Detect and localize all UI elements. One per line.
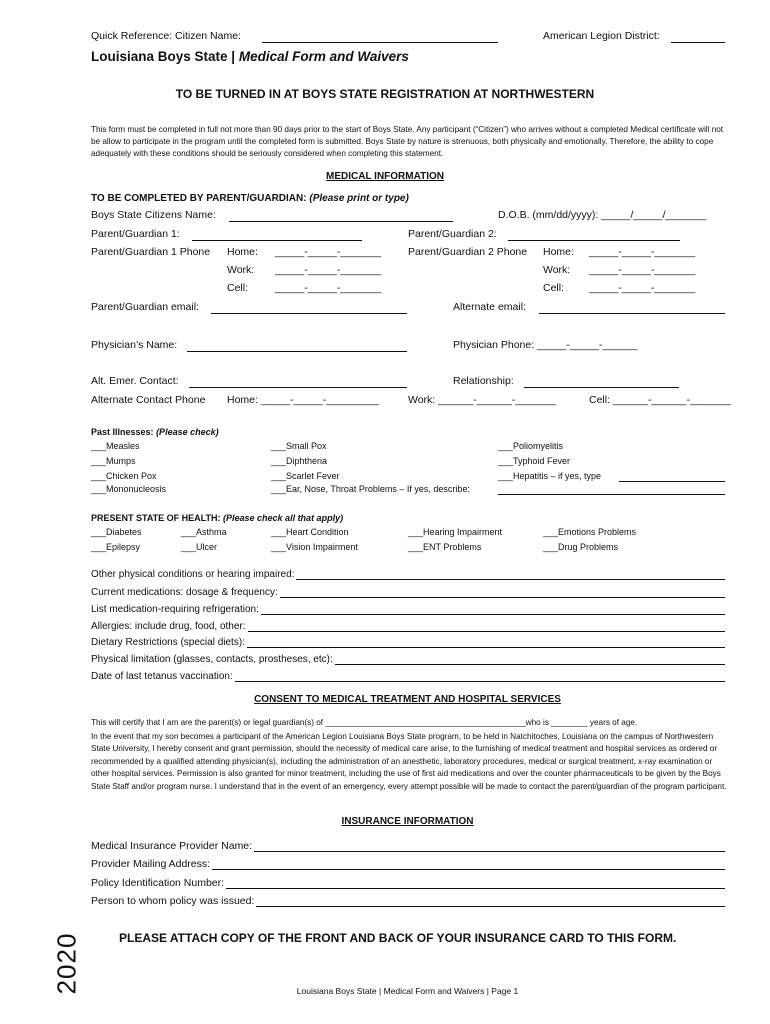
policy-id-label: Policy Identification Number: (91, 877, 225, 889)
dietary-row[interactable] (91, 637, 725, 648)
alt-email-input[interactable] (539, 313, 725, 314)
pg1-home-field[interactable]: _____-_____-_______ (275, 246, 382, 258)
pg2-home-field[interactable]: _____-_____-_______ (589, 246, 696, 258)
illness-small-pox[interactable]: ___Small Pox (271, 441, 327, 451)
illness-diphtheria[interactable]: ___Diphtheria (271, 456, 328, 466)
dietary-input[interactable] (247, 637, 725, 648)
citizen-name-input[interactable] (229, 221, 453, 222)
pg2-phone-label: Parent/Guardian 2 Phone (408, 246, 528, 258)
refrigeration-label: List medication-requiring refrigeration: (91, 604, 259, 615)
physical-limitation-label: Physical limitation (glasses, contacts, prostheses, etc): (91, 654, 333, 665)
health-hearing[interactable]: ___Hearing Impairment (408, 527, 503, 537)
insurance-provider-input[interactable] (254, 841, 725, 852)
policy-holder-input[interactable] (256, 896, 725, 907)
consent-body: In the event that my son becomes a participant of the American Legion Louisiana Boys State program, to be held in Natchitoches, Louisiana on the campus of Northwestern State University, I hereby consent and grant permission, should the necessity of medical care arise, to the furnishing of medical treatment and hospital services as ordered or recommended by a qualified attending physician(s), including the administration of an anesthetic, laboratory procedures, medical or surgical treatment, x-ray examination or other hospital services. Permission is also granted for minor treatment, including the use of first aid medications and over the counter pharmaceuticals to be given by the Boys State Staff and/or program nurse. I understand that in the event of an emergency, every attempt possible will be made to contact the parent/guardian of the program participant. (91, 732, 727, 791)
pg1-phone-label: Parent/Guardian 1 Phone (91, 246, 211, 258)
illness-measles[interactable]: ___Measles (91, 441, 140, 451)
citizen-name-label: Boys State Citizens Name: (91, 209, 216, 221)
alt-home-field[interactable]: Home: _____-_____-_________ (227, 394, 379, 406)
district-label: American Legion District: (543, 30, 660, 42)
tetanus-row[interactable] (91, 671, 725, 682)
illness-heading (91, 427, 219, 437)
page-title (91, 49, 409, 64)
district-field[interactable] (671, 42, 725, 43)
alt-contact-input[interactable] (189, 387, 407, 388)
pg2-cell-field[interactable]: _____-_____-_______ (589, 282, 696, 294)
physician-name-label: Physician’s Name: (91, 339, 178, 351)
illness-mono[interactable]: ___Mononucleosis (91, 484, 167, 494)
hepatitis-type-input[interactable] (619, 481, 725, 482)
parent-heading (91, 193, 409, 204)
illness-heading-note: (Please check) (156, 427, 219, 437)
insurance-provider-row[interactable] (91, 840, 725, 852)
attach-notice: PLEASE ATTACH COPY OF THE FRONT AND BACK OF YOUR INSURANCE CARD TO THIS FORM. (119, 931, 677, 945)
illness-chicken-pox[interactable]: ___Chicken Pox (91, 471, 157, 481)
health-heading-text: PRESENT STATE OF HEALTH: (91, 513, 221, 523)
alt-contact-label: Alt. Emer. Contact: (91, 375, 179, 387)
medications-input[interactable] (280, 587, 725, 598)
pg2-input[interactable] (508, 240, 680, 241)
allergies-label: Allergies: include drug, food, other: (91, 621, 246, 632)
other-conditions-label: Other physical conditions or hearing impaired: (91, 569, 295, 580)
illness-heading-text: Past Illnesses: (91, 427, 154, 437)
health-vision[interactable]: ___Vision Impairment (271, 542, 358, 552)
policy-holder-label: Person to whom policy was issued: (91, 895, 255, 907)
illness-typhoid[interactable]: ___Typhoid Fever (498, 456, 571, 466)
pg1-work-label: Work: (227, 264, 255, 276)
alt-phone-label: Alternate Contact Phone (91, 394, 206, 406)
pg-email-input[interactable] (211, 313, 407, 314)
policy-id-input[interactable] (226, 878, 725, 889)
allergies-row[interactable] (91, 621, 725, 632)
health-ent[interactable]: ___ENT Problems (408, 542, 482, 552)
consent-heading: CONSENT TO MEDICAL TREATMENT AND HOSPITAL SERVICES (254, 694, 561, 705)
health-heading (91, 513, 343, 523)
policy-id-row[interactable] (91, 877, 725, 889)
allergies-input[interactable] (248, 621, 725, 632)
dob-field[interactable]: D.O.B. (mm/dd/yyyy): _____/_____/_______ (498, 209, 707, 221)
refrigeration-row[interactable] (91, 604, 725, 615)
alt-work-field[interactable]: Work: ______-______-_______ (408, 394, 557, 406)
pg1-input[interactable] (192, 240, 362, 241)
health-heading-note: (Please check all that apply) (223, 513, 344, 523)
physician-name-input[interactable] (187, 351, 407, 352)
tetanus-input[interactable] (235, 671, 725, 682)
illness-scarlet-fever[interactable]: ___Scarlet Fever (271, 471, 340, 481)
illness-hepatitis[interactable]: ___Hepatitis – if yes, type (498, 471, 602, 481)
page-footer: Louisiana Boys State | Medical Form and Waivers | Page 1 (296, 986, 519, 996)
parent-heading-text: TO BE COMPLETED BY PARENT/GUARDIAN: (91, 193, 307, 204)
citizen-name-field[interactable] (262, 42, 498, 43)
health-ulcer[interactable]: ___Ulcer (181, 542, 218, 552)
refrigeration-input[interactable] (261, 604, 725, 615)
relationship-label: Relationship: (453, 375, 514, 387)
health-asthma[interactable]: ___Asthma (181, 527, 227, 537)
pg1-cell-field[interactable]: _____-_____-_______ (275, 282, 382, 294)
tetanus-label: Date of last tetanus vaccination: (91, 671, 233, 682)
health-heart[interactable]: ___Heart Condition (271, 527, 349, 537)
pg2-home-label: Home: (543, 246, 574, 258)
provider-address-input[interactable] (212, 859, 725, 870)
physical-limitation-input[interactable] (335, 654, 725, 665)
pg1-work-field[interactable]: _____-_____-_______ (275, 264, 382, 276)
alt-email-label: Alternate email: (453, 301, 526, 313)
pg1-home-label: Home: (227, 246, 258, 258)
pg1-label: Parent/Guardian 1: (91, 228, 180, 240)
intro-paragraph: This form must be completed in full not more than 90 days prior to the start of Boys State. Any participant (“Citizen”) who arrives without a completed Medical certificate will not be allow to participate in the program until the completed form is submitted. Boys State by nature is strenuous, both physically and emotionally. Therefore, the ability to cope adequately with these conditions should be seriously considered when completing this statement. (91, 125, 724, 159)
illness-polio[interactable]: ___Poliomyelitis (498, 441, 564, 451)
parent-heading-note: (Please print or type) (309, 193, 409, 204)
pg1-cell-label: Cell: (227, 282, 249, 294)
illness-mumps[interactable]: ___Mumps (91, 456, 136, 466)
physical-limitation-row[interactable] (91, 654, 725, 665)
title-main: Louisiana Boys State | (91, 49, 236, 64)
medical-heading: MEDICAL INFORMATION (326, 171, 444, 182)
illness-ent[interactable]: ___Ear, Nose, Throat Problems – If yes, describe: (271, 484, 470, 494)
ent-describe-input[interactable] (498, 494, 725, 495)
physician-phone-field[interactable]: Physician Phone: _____-_____-______ (453, 339, 638, 351)
pg2-cell-label: Cell: (543, 282, 565, 294)
consent-line1: This will certify that I am are the parent(s) or legal guardian(s) of ____________________________________________who is ________ years of age. (91, 718, 638, 727)
health-emotions[interactable]: ___Emotions Problems (543, 527, 637, 537)
pg2-work-field[interactable]: _____-_____-_______ (589, 264, 696, 276)
health-epilepsy[interactable]: ___Epilepsy (91, 542, 141, 552)
title-sub: Medical Form and Waivers (238, 49, 409, 64)
health-drug[interactable]: ___Drug Problems (543, 542, 619, 552)
insurance-provider-label: Medical Insurance Provider Name: (91, 840, 253, 852)
year-label: 2020 (51, 932, 82, 995)
dietary-label: Dietary Restrictions (special diets): (91, 637, 245, 648)
provider-address-row[interactable] (91, 858, 725, 870)
health-diabetes[interactable]: ___Diabetes (91, 527, 142, 537)
other-conditions-input[interactable] (296, 569, 725, 580)
pg-email-label: Parent/Guardian email: (91, 301, 199, 313)
relationship-input[interactable] (524, 387, 679, 388)
provider-address-label: Provider Mailing Address: (91, 858, 211, 870)
alt-cell-field[interactable]: Cell: ______-______-_______ (589, 394, 731, 406)
insurance-heading: INSURANCE INFORMATION (341, 816, 474, 827)
other-conditions-row[interactable] (91, 569, 725, 580)
pg2-label: Parent/Guardian 2: (408, 228, 497, 240)
quick-ref-label: Quick Reference: Citizen Name: (91, 30, 241, 42)
registration-notice: TO BE TURNED IN AT BOYS STATE REGISTRATION AT NORTHWESTERN (175, 87, 595, 101)
medications-row[interactable] (91, 587, 725, 598)
medications-label: Current medications: dosage & frequency: (91, 587, 278, 598)
pg2-work-label: Work: (543, 264, 571, 276)
policy-holder-row[interactable] (91, 895, 725, 907)
